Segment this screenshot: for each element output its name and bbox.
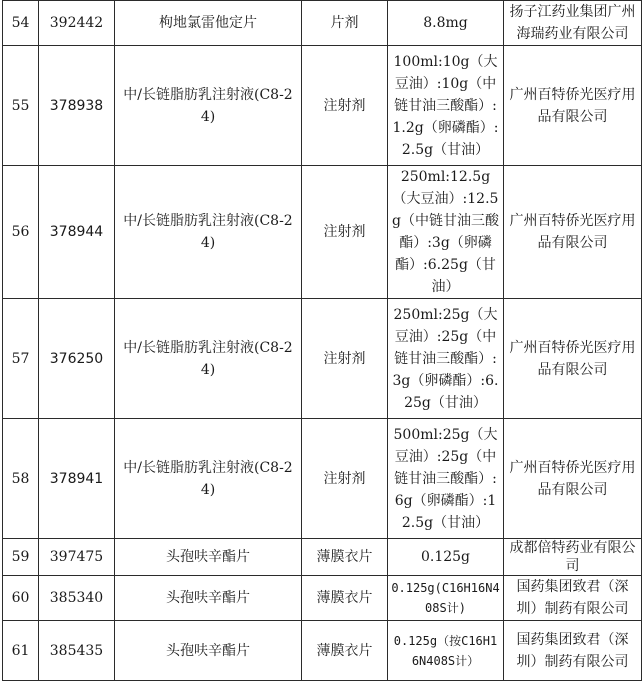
specification: 100ml:10g（大豆油）:10g（中链甘油三酸酯）:1.2g（卵磷酯）:2.5g（甘油） xyxy=(388,46,504,166)
drug-name: 头孢呋辛酯片 xyxy=(115,621,302,681)
drug-code: 376250 xyxy=(39,299,115,419)
drug-code: 378938 xyxy=(39,46,115,166)
dosage-form: 薄膜衣片 xyxy=(302,576,388,621)
drug-list-table xyxy=(2,0,642,681)
row-number: 60 xyxy=(3,576,39,621)
specification: 0.125g(C16H16N408S计) xyxy=(388,576,504,621)
table-row xyxy=(3,621,642,681)
specification: 8.8mg xyxy=(388,1,504,46)
drug-code: 397475 xyxy=(39,539,115,576)
specification: 250ml:12.5g（大豆油）:12.5g（中链甘油三酸酯）:3g（卵磷酯）:6.25g（甘油） xyxy=(388,166,504,299)
manufacturer: 广州百特侨光医疗用品有限公司 xyxy=(504,166,642,299)
dosage-form: 片剂 xyxy=(302,1,388,46)
drug-name: 头孢呋辛酯片 xyxy=(115,539,302,576)
table-row xyxy=(3,299,642,419)
manufacturer: 成都倍特药业有限公司 xyxy=(504,539,642,576)
drug-code: 378944 xyxy=(39,166,115,299)
table-row xyxy=(3,1,642,46)
drug-name: 中/长链脂肪乳注射液(C8-24) xyxy=(115,419,302,539)
drug-name: 头孢呋辛酯片 xyxy=(115,576,302,621)
drug-name: 中/长链脂肪乳注射液(C8-24) xyxy=(115,46,302,166)
row-number: 59 xyxy=(3,539,39,576)
row-number: 61 xyxy=(3,621,39,681)
drug-code: 392442 xyxy=(39,1,115,46)
table-row xyxy=(3,576,642,621)
dosage-form: 注射剂 xyxy=(302,46,388,166)
specification: 500ml:25g（大豆油）:25g（中链甘油三酸酯）:6g（卵磷酯）:12.5g（甘油） xyxy=(388,419,504,539)
row-number: 56 xyxy=(3,166,39,299)
table-row xyxy=(3,166,642,299)
dosage-form: 薄膜衣片 xyxy=(302,621,388,681)
drug-code: 385435 xyxy=(39,621,115,681)
row-number: 54 xyxy=(3,1,39,46)
specification: 0.125g（按C16H16N408S计） xyxy=(388,621,504,681)
specification: 250ml:25g（大豆油）:25g（中链甘油三酸酯）:3g（卵磷酯）:6.25g（甘油） xyxy=(388,299,504,419)
row-number: 58 xyxy=(3,419,39,539)
manufacturer: 扬子江药业集团广州海瑞药业有限公司 xyxy=(504,1,642,46)
manufacturer: 国药集团致君（深圳）制药有限公司 xyxy=(504,576,642,621)
specification: 0.125g xyxy=(388,539,504,576)
manufacturer: 广州百特侨光医疗用品有限公司 xyxy=(504,419,642,539)
row-number: 55 xyxy=(3,46,39,166)
dosage-form: 注射剂 xyxy=(302,419,388,539)
drug-name: 枸地氯雷他定片 xyxy=(115,1,302,46)
manufacturer: 广州百特侨光医疗用品有限公司 xyxy=(504,46,642,166)
drug-name: 中/长链脂肪乳注射液(C8-24) xyxy=(115,166,302,299)
dosage-form: 薄膜衣片 xyxy=(302,539,388,576)
drug-code: 378941 xyxy=(39,419,115,539)
table-row xyxy=(3,46,642,166)
dosage-form: 注射剂 xyxy=(302,299,388,419)
table-row xyxy=(3,539,642,576)
row-number: 57 xyxy=(3,299,39,419)
drug-name: 中/长链脂肪乳注射液(C8-24) xyxy=(115,299,302,419)
manufacturer: 广州百特侨光医疗用品有限公司 xyxy=(504,299,642,419)
drug-code: 385340 xyxy=(39,576,115,621)
dosage-form: 注射剂 xyxy=(302,166,388,299)
manufacturer: 国药集团致君（深圳）制药有限公司 xyxy=(504,621,642,681)
table-row xyxy=(3,419,642,539)
